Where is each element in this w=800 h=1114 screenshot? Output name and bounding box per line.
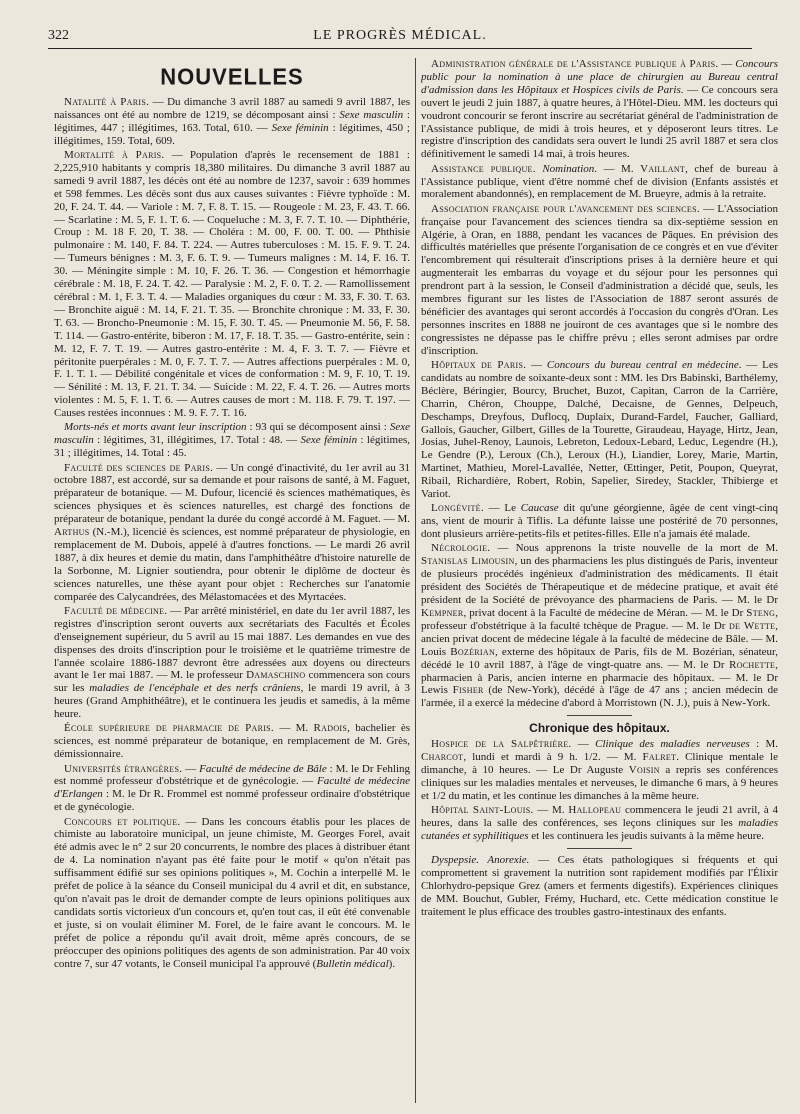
page-header bbox=[48, 26, 752, 49]
article-heading: Nécrologie. bbox=[431, 542, 491, 555]
article-hopitaux: Hôpitaux de Paris. — Concours du bureau central en médecine. — Les candidats au nombre de soixante-deux sont : MM. les Drs Babinski, Barthélemy, Béclère, Béringier, Bourcy, Bruchet, Buzot, Capitan, Carron de la Carrière, Charrin, Chéron, Chouppe, Dalché, Decaisne, de Gennes, Delpeuch, Deschamps, Dreyfous, Duflocq, Duplaix, Durand-Fardel, Faucher, Galliard, Gallois, Gaucher, Gilbert, Gilles de la Tourette, Giraudeau, Hayage, Hirtz, Jean, Josias, Juhel-Renoy, Launois, Lebreton, Ledoux-Lebard, Leduc, Legendre (H.), Le Gendre (P.), Leroux (Ch.), Leroux (H.), Liandier, Lorey, Marie, Martin, Martinet, Mathieu, Morel-Lavallée, Netter, Œttinger, Petit, Poupon, Queyrat, Ribail, Richardière, Robert, Robin, Sapelier, Siredey, Stackler, Thibierge et Variot. bbox=[421, 359, 778, 501]
article-salpetriere: Hospice de la Salpêtrière. — Clinique des maladies nerveuses : M. Charcot, lundi et mardi à 9 h. 1/2. — M. Falret. Clinique mentale le dimanche, à 10 heures. — Le Dr Auguste Voisin a repris ses conférences cliniques sur les maladies mentales et nerveuses, le dimanche 6 mars, à 9 heures et 1/2 du matin, et les continue les dimanches à la même heure. bbox=[421, 738, 778, 802]
article-saint-louis: Hôpital Saint-Louis. — M. Hallopeau commencera le jeudi 21 avril, à 4 heures, dans la salle des conférences, ses leçons cliniques sur les maladies cutanées et syphilitiques et les continuera les jeudis suivants à la même heure. bbox=[421, 804, 778, 842]
article-heading: Morts-nés et morts avant leur inscription bbox=[64, 421, 247, 434]
article-heading: Concours et politique. bbox=[64, 815, 181, 828]
article-mort-nes: Morts-nés et morts avant leur inscription : 93 qui se décomposent ainsi : Sexe masculin : légitimes, 31, illégitimes, 17. Total : 48. — Sexe féminin : légitimes, 31 ; illégitimes, 14. Total : 45. bbox=[54, 421, 410, 460]
article-universites: Universités étrangères. — Faculté de médecine de Bâle : M. le Dr Fehling est nommé professeur d'obstétrique et de gynécologie. — Faculté de médecine d'Erlangen : M. le Dr R. Frommel est nommé professeur ordinaire d'obstétrique et de gynécologie. bbox=[54, 762, 410, 814]
article-natalite: Natalité à Paris. — Du dimanche 3 avril 1887 au samedi 9 avril 1887, les naissances ont été au nombre de 1219, se décomposant ainsi : Sexe masculin : légitimes, 447 ; illégitimes, 163. Total, 610. — Sexe féminin : légitimes, 450 ; illégitimes, 159. Total, 609. bbox=[54, 96, 410, 147]
article-heading: Association française pour l'avancement des sciences. bbox=[431, 202, 700, 215]
article-heading: Mortalité à Paris. bbox=[64, 149, 165, 162]
article-heading: Administration générale de l'Assistance publique à Paris. bbox=[431, 58, 719, 70]
article-heading: Hospice de la Salpêtrière. bbox=[431, 738, 572, 751]
article-concours: Concours et politique. — Dans les concours établis pour les places de chimiste au laboratoire municipal, un jeune chimiste, M. Georges Forel, avait été admis avec le n° 2 sur 20 concurrents, le nombre des places à distribuer étant de 4. La nomination n'ayant pas été faite pour le motif « qu'on n'était pas suffisamment édifié sur ses opinions politiques », M. Cochin a interpellé M. le préfet de police à la séance du Conseil municipal du 4 avril et dit, en substance, qu'on n'avait pas le droit de demander compte de leurs opinions politiques aux candidats sortis victorieux d'un concours et, qu'en tout cas, il eût été convenable et juste, si on voulait éliminer M. Forel, de le faire avant le concours. M. le préfet de police a répondu qu'il avait droit, même après concours, de se préoccuper des opinions politiques des agents de son administration. Par 40 voix contre 7, sur 47 votants, le Conseil municipal l'a approuvé (Bulletin médical). bbox=[54, 815, 410, 970]
article-assistance-publique: Assistance publique. Nomination. — M. Vaillant, chef de bureau à l'Assistance publique, vient d'être nommé chef de division (Enfants assistés et moralement abandonnés), en remplacement de M. Brueyre, admis à la retraite. bbox=[421, 162, 778, 201]
page-number: 322 bbox=[48, 28, 69, 43]
article-longevite: Longévité. — Le Caucase dit qu'une géorgienne, âgée de cent vingt-cinq ans, vient de mourir à Tiflis. La défunte laisse une postérité de 70 personnes, dont plusieurs arrière-petits-fils et petites-filles. Elle n'a jamais été malade. bbox=[421, 502, 778, 541]
article-heading: Assistance publique. bbox=[431, 162, 536, 175]
section-divider bbox=[567, 848, 631, 849]
article-necrologie: Nécrologie. — Nous apprenons la triste nouvelle de la mort de M. Stanislas Limousin, un des pharmaciens les plus distingués de Paris, inventeur de plusieurs procédés ingénieux d'administration des médicaments. Il était président des Sociétés de Thérapeutique et de médecine pratique, et avait été président de la Société de prévoyance des pharmaciens de Paris. — M. le Dr Kempner, privat docent à la Faculté de médecine de Méran. — M. le Dr Steng, professeur d'obstétrique à la faculté tchèque de Prague. — M. le Dr de Wette, ancien privat docent de médecine légale à la faculté de médecine de Bâle. — M. Louis Bozérian, externe des hôpitaux de Paris, fils de M. Bozérian, sénateur, décédé le 10 avril 1887, à l'âge de vingt-quatre ans. — M. le Dr Rochette, pharmacien à Paris, ancien interne en pharmacie des hôpitaux. — M. le Dr Lewis Fisher (de New-York), décédé à l'âge de 47 ans ; ancien médecin de l'armée, il a exercé la médecine d'abord à Morristown (N. J.), puis à New-York. bbox=[421, 542, 778, 710]
article-mortalite: Mortalité à Paris. — Population d'après le recensement de 1881 : 2,225,910 habitants y compris 18,380 militaires. Du dimanche 3 avril 1887 au samedi 9 avril 1887, les décès ont été au nombre de 1237, savoir : 639 hommes et 598 femmes. Les décès sont dus aux causes suivantes : Fièvre typhoïde : M. 20, F. 24. T. 44. — Variole : M. 7, F. 8. T. 15. — Rougeole : M. 23, F. 43. T. 66. — Scarlatine : M. 5, F. 1. T. 6. — Coqueluche : M. 3, F. 7. T. 10. — Diphthérie, Croup : M. 18 F. 20, T. 38. — Choléra : M. 00, F. 00. T. 00. — Phthisie pulmonaire : M. 140, F. 84. T. 224. — Autres tuberculoses : M. 15. F. 9. T. 24. — Tumeurs bénignes : M. 3, F. 6. T. 9. — Tumeurs malignes : M. 14, F. 16. T. 30. — Méningite simple : M. 10, F. 26. T. 36. — Congestion et hémorrhagie cérébrale : M. 18, F. 24. T. 42. — Paralysie : M. 2, F. 0. T. 2. — Ramollissement cérébral : M. 1, F. 3. T. 4. — Maladies organiques du cœur : M. 33, F. 30. T. 63. — Bronchite aiguë : M. 14, F. 21. T. 35. — Bronchite chronique : M. 33, F. 30. T. 63. — Broncho-Pneumonie : M. 15, F. 30. T. 45. — Pneumonie M. 56, F. 58. T. 114. — Gastro-entérite, biberon : M. 17, F. 18. T. 35. — Gastro-entérite, sein : M. 12, F. 7. T. 19. — Autres gastro-entérite : M. 4, F. 3. T. 7. — Fièvre et péritonite puerpérales : M. 0, F. 7. T. 7. — Autres affections puerpérales : M. 0, F. 1. T. 1. — Débilité congénitale et vices de conformation : M. 9, F. 10, T. 19. — Sénilité : M. 13, F. 21. T. 34. — Suicide : M. 22, F. 4. T. 26. — Autres morts violentes : M. 5, F. 1. T. 6. — Autres causes de mort : M. 118. F. 79. T. 197. — Causes restées inconnues : M. 9. F. 7. T. 16. bbox=[54, 149, 410, 420]
article-pharmacie: École supérieure de pharmacie de Paris. — M. Radois, bachelier ès sciences, est nommé préparateur de botanique, en remplacement de M. Grès, démissionnaire. bbox=[54, 722, 410, 761]
article-heading: Dyspepsie. Anorexie. bbox=[431, 853, 530, 866]
article-heading: Faculté de médecine. bbox=[64, 604, 168, 617]
article-heading: École supérieure de pharmacie de Paris. bbox=[64, 722, 274, 735]
article-heading: Hôpitaux de Paris. bbox=[431, 359, 527, 372]
article-association: Association française pour l'avancement des sciences. — L'Association française pour l'avancement des sciences tiendra sa dix-septième session en Algérie, à Oran, en 1888, pendant les vacances de Pâques. En prévision des difficultés matérielles que présente l'organisation de ce congrès et en vue d'éviter l'encombrement qui résulterait d'inscriptions prises à la dernière heure et qui augmenterait les embarras du voyage et du séjour pour les personnes qui prendront part à la session, le Conseil d'administration a décidé que, seuls, les membres figurant sur les listes de l'Association de 1887 seront assurés de bénéficier des avantages qui seront accordés à l'occasion du congrès d'Oran. Les personnes inscrites en 1888 ne jouiront de ces avantages que si le nombre des congressistes ne dépasse pas le chiffre prévu ; elles seront admises par ordre d'inscription. bbox=[421, 202, 778, 357]
chronique-title: Chronique des hôpitaux. bbox=[529, 721, 670, 736]
article-faculte-sciences: Faculté des sciences de Paris. — Un congé d'inactivité, du 1er avril au 31 octobre 1887, est accordé, sur sa demande et pour raisons de santé, à M. Faguet, préparateur de botanique. — M. Dufour, licencié ès sciences mathématiques, ès sciences physiques et ès sciences naturelles, est chargé des fonctions de préparateur de botanique, pendant la durée du congé accordé à M. Faguet. — M. Arthus (N.-M.), licencié ès sciences, est nommé préparateur de physiologie, en remplacement de M. Dubois, appelé à d'autres fonctions. — Le mardi 26 avril 1887, à dix heures et demie du matin, dans l'amphithéâtre d'histoire naturelle de la Sorbonne, M. Lignier soutiendra, pour obtenir le diplôme de docteur ès sciences naturelles, une thèse ayant pour objet : Recherches sur l'anatomie comparée des Calycandrées, des Mélastomacées et des Myrtacées. bbox=[54, 461, 410, 603]
article-dyspepsie: Dyspepsie. Anorexie. — Ces états pathologiques si fréquents et qui compromettent si gravement la nutrition sont rapidement modifiés par l'Élixir Chlorhydro-pepsique Grez (amers et ferments digestifs). Expériences cliniques de MM. Bouchut, Gubler, Frémy, Huchard, etc. Cette médication constitue le traitement le plus efficace des troubles gastro-intestinaux des enfants. bbox=[421, 853, 778, 918]
column-rule bbox=[415, 58, 416, 1103]
article-heading: Longévité. bbox=[431, 502, 484, 515]
article-heading: Faculté des sciences de Paris. bbox=[64, 461, 214, 474]
section-divider bbox=[567, 715, 631, 716]
article-heading: Hôpital Saint-Louis. bbox=[431, 804, 534, 817]
right-column bbox=[421, 58, 778, 1108]
section-title: NOUVELLES bbox=[160, 63, 304, 90]
article-heading: Natalité à Paris. bbox=[64, 96, 150, 108]
running-head: LE PROGRÈS MÉDICAL. bbox=[313, 28, 487, 43]
article-assistance-generale: Administration générale de l'Assistance publique à Paris. — Concours public pour la nomination à une place de chirurgien au Bureau central d'admission dans les Hôpitaux et Hospices civils de Paris. — Ce concours sera ouvert le jeudi 2 juin 1887, à quatre heures, à l'Hôtel-Dieu. MM. les docteurs qui voudront concourir se feront inscrire au secrétariat général de l'administration de l'Assistance publique, de midi à trois heures, et y déposeront leurs titres. Le registre d'inscription des candidats sera ouvert le lundi 25 avril 1887 et sera clos définitivement le samedi 14 mai, à trois heures. bbox=[421, 58, 778, 161]
article-heading: Universités étrangères. bbox=[64, 762, 183, 775]
article-faculte-medecine: Faculté de médecine. — Par arrêté ministériel, en date du 1er avril 1887, les registres d'inscription seront ouverts aux secrétariats des Facultés et Écoles d'enseignement supérieur, du 5 avril au 15 mai 1887. Les demandes en vue des dispenses des droits d'inscription pour le troisième et le quatrième trimestre de l'année scolaire 1886-1887 devront être adressées aux doyens ou directeurs avant le 1er mai 1887. — M. le professeur Damaschino commencera son cours sur les maladies de l'encéphale et des nerfs crâniens, le mardi 19 avril, à 3 heures (Grand Amphithéâtre), et le continuera les jeudis et samedis, à la même heure. bbox=[54, 604, 410, 721]
left-column bbox=[54, 58, 410, 1108]
